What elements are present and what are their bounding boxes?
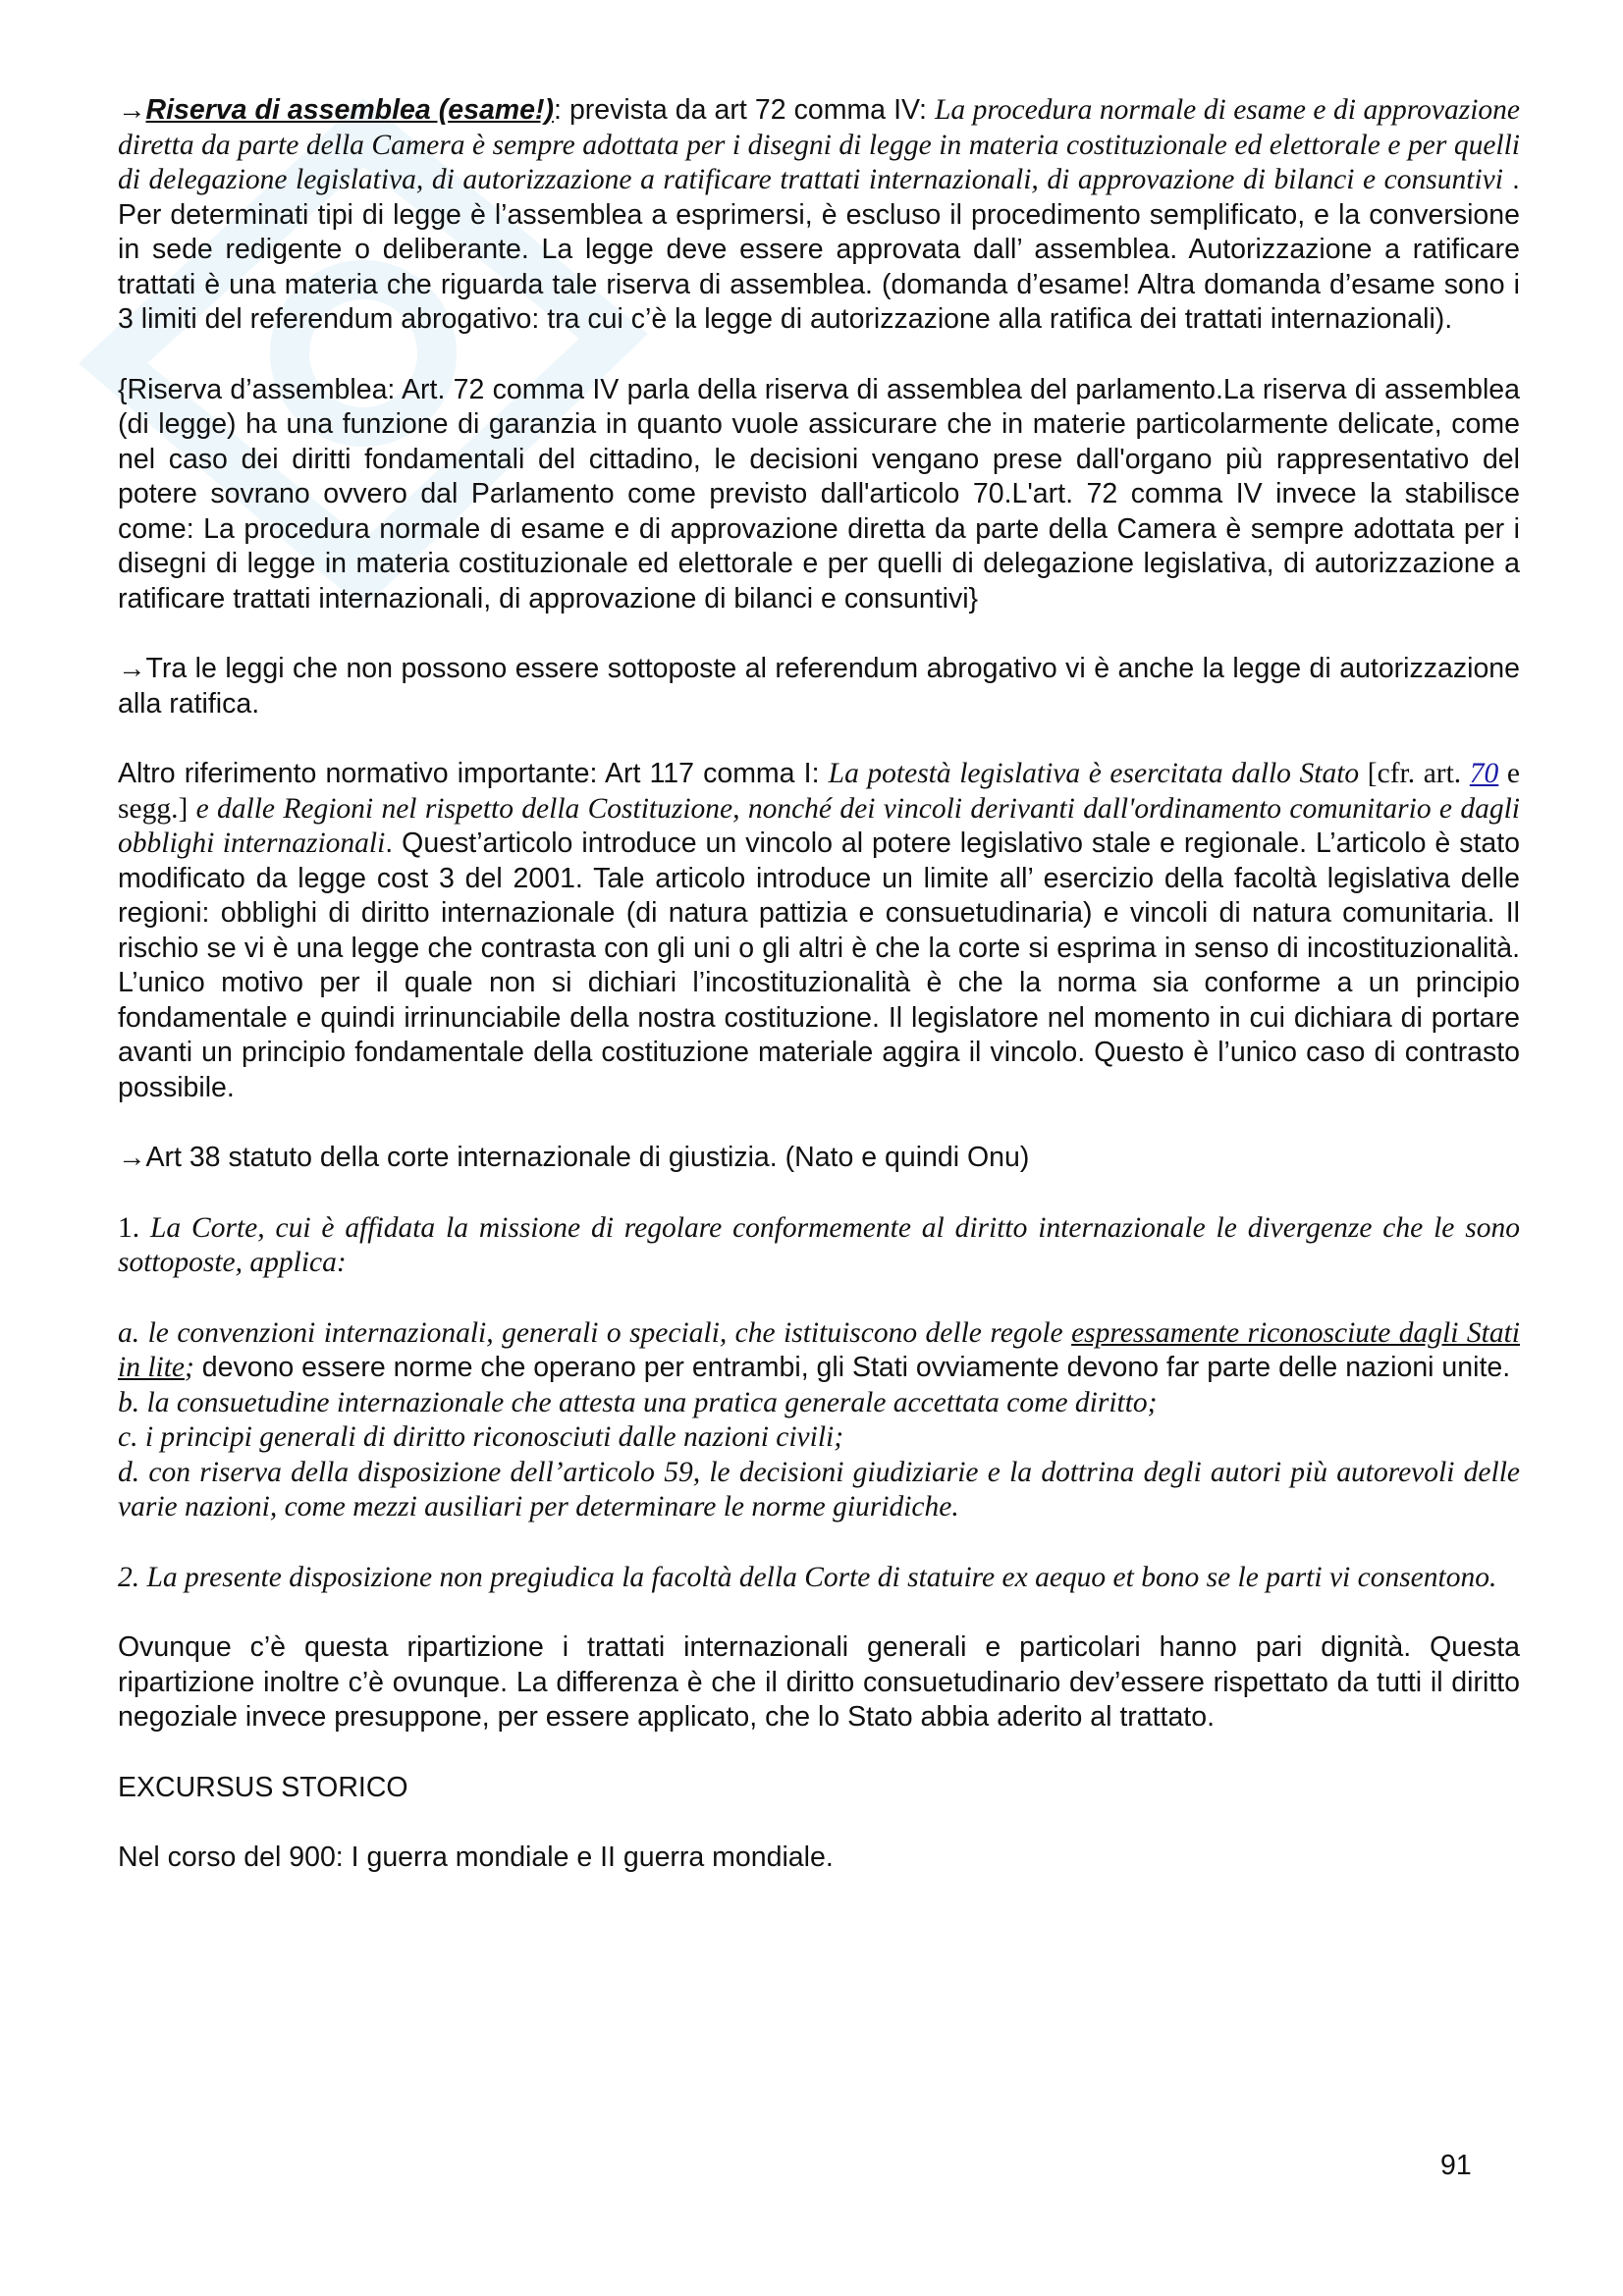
- paragraph-art-38-point-1: [118, 1211, 1520, 1281]
- paragraph-riserva-definition: {Riserva d’assemblea: Art. 72 comma IV parla della riserva di assemblea del parlamento.La riserva di assemblea (di legge) ha una funzione di garanzia in quanto vuole assicurare che in materie particolarmente delicate, come nel caso dei diritti fondamentali del cittadino, le decisioni vengano prese dall'organo più rappresentativo del potere sovrano ovvero dal Parlamento come previsto dall'articolo 70.L'art. 72 comma IV invece la stabilisce come: La procedura normale di esame e di approvazione diretta da parte della Camera è sempre adottata per i disegni di legge in materia costituzionale ed elettorale e per quelli di delegazione legislativa, di autorizzazione a ratificare trattati internazionali, di approvazione di bilanci e consuntivi}: [118, 373, 1520, 614]
- art-70-link[interactable]: 70: [1469, 758, 1499, 789]
- arrow-icon: →: [118, 653, 146, 684]
- text-span: Art 38 statuto della corte internazionale di giustizia. (Nato e quindi Onu): [145, 1142, 1030, 1173]
- text-span: ;: [185, 1352, 194, 1383]
- quote-art-72: La procedura normale di esame e di approvazione diretta da parte della Camera è sempre adottata per i disegni di legge in materia costituzionale ed elettorale e per quelli di delegazione legislativa, di autorizzazione a ratificare trattati internazionali, di approvazione di bilanci e consuntivi: [118, 94, 1520, 195]
- text-span: . Per determinati tipi di legge è l’assemblea a esprimersi, è escluso il procedimento semplificato, e la conversione in sede redigente o deliberante. La legge deve essere approvata dall’ assemblea. Autorizzazione a ratificare trattati è una materia che riguarda tale riserva di assemblea. (domanda d’esame! Altra domanda d’esame sono i 3 limiti del referendum abrogativo: tra cui c’è la legge di autorizzazione alla ratifica dei trattati internazionali).: [118, 164, 1520, 335]
- text-span: : prevista da art 72 comma IV:: [553, 94, 935, 126]
- underlined-text: espressamente riconosciute dagli Stati in lite: [118, 1316, 1520, 1383]
- paragraph-guerre-mondiali: Nel corso del 900: I guerra mondiale e II guerra mondiale.: [118, 1842, 834, 1873]
- paragraph-riserva-assemblea: [118, 93, 1520, 338]
- arrow-icon: →: [118, 1142, 146, 1173]
- list-item-c: c. i principi generali di diritto riconosciuti dalle nazioni civili;: [118, 1421, 844, 1453]
- text-span: e segg.]: [118, 758, 1520, 825]
- text-span: [cfr. art.: [1359, 758, 1470, 789]
- section-title-excursus: EXCURSUS STORICO: [118, 1771, 408, 1803]
- arrow-icon: →: [118, 94, 146, 126]
- text-span: a. le convenzioni internazionali, generali o speciali, che istituiscono delle regole: [118, 1316, 1072, 1349]
- quote-art-117-b: e dalle Regioni nel rispetto della Costituzione, nonché dei vincoli derivanti dall'ordinamento comunitario e dagli obblighi internazionali: [118, 792, 1520, 859]
- list-item-b: b. la consuetudine internazionale che attesta una pratica generale accettata come diritto;: [118, 1386, 1158, 1418]
- text-span: Tra le leggi che non possono essere sottoposte al referendum abrogativo vi è anche la legge di autorizzazione alla ratifica.: [118, 653, 1520, 720]
- list-item-d: d. con riserva della disposizione dell’articolo 59, le decisioni giudiziarie e la dottrina degli autori più autorevoli delle varie nazioni, come mezzi ausiliari per determinare le norme giuridiche.: [118, 1456, 1520, 1522]
- paragraph-art-38: [118, 1141, 1520, 1176]
- document-page: [118, 93, 1520, 1876]
- text-span: . Quest’articolo introduce un vincolo al potere legislativo stale e regionale. L’articolo è stato modificato da legge cost 3 del 2001. Tale articolo introduce un limite all’ esercizio della facoltà legislativa delle regioni: obblighi di diritto internazionale (di natura pattizia e consuetudinaria) e vincoli di natura comunitaria. Il rischio se vi è una legge che contrasta con gli uni o gli altri è che la corte si esprima in senso di incostituzionalità. L’unico motivo per il quale non si dichiari l’incostituzionalità è che la norma sia conforme a un principio fondamentale e quindi irrinunciabile della nostra costituzione. Il legislatore nel momento in cui dichiara di portare avanti un principio fondamentale della costituzione materiale aggira il vincolo. Questo è l’unico caso di contrasto possibile.: [118, 828, 1521, 1103]
- text-span: Altro riferimento normativo importante: Art 117 comma I:: [118, 758, 829, 789]
- paragraph-referendum: [118, 652, 1520, 721]
- paragraph-ripartizione: Ovunque c’è questa ripartizione i trattati internazionali generali e particolari hanno pari dignità. Questa ripartizione inoltre c’è ovunque. La differenza è che il diritto consuetudinario dev’essere rispettato da tutti il diritto negoziale invece presuppone, per essere applicato, che lo Stato abbia aderito al trattato.: [118, 1631, 1520, 1733]
- quote-art-117-a: La potestà legislativa è esercitata dallo Stato: [828, 758, 1360, 789]
- list-item-a: [118, 1316, 1520, 1386]
- page-number: 91: [1440, 2150, 1472, 2181]
- text-span: La Corte, cui è affidata la missione di regolare conformemente al diritto internazionale le divergenze che le sono sottoposte, applica:: [118, 1211, 1520, 1278]
- list-number: 1.: [118, 1211, 150, 1244]
- paragraph-art-38-point-2: 2. La presente disposizione non pregiudica la facoltà della Corte di statuire ex aequo et bono se le parti vi consentono.: [118, 1561, 1497, 1593]
- section-heading: Riserva di assemblea (esame!): [145, 94, 554, 126]
- paragraph-art-117: [118, 757, 1520, 1105]
- text-span: devono essere norme che operano per entrambi, gli Stati ovviamente devono far parte delle nazioni unite.: [193, 1352, 1511, 1383]
